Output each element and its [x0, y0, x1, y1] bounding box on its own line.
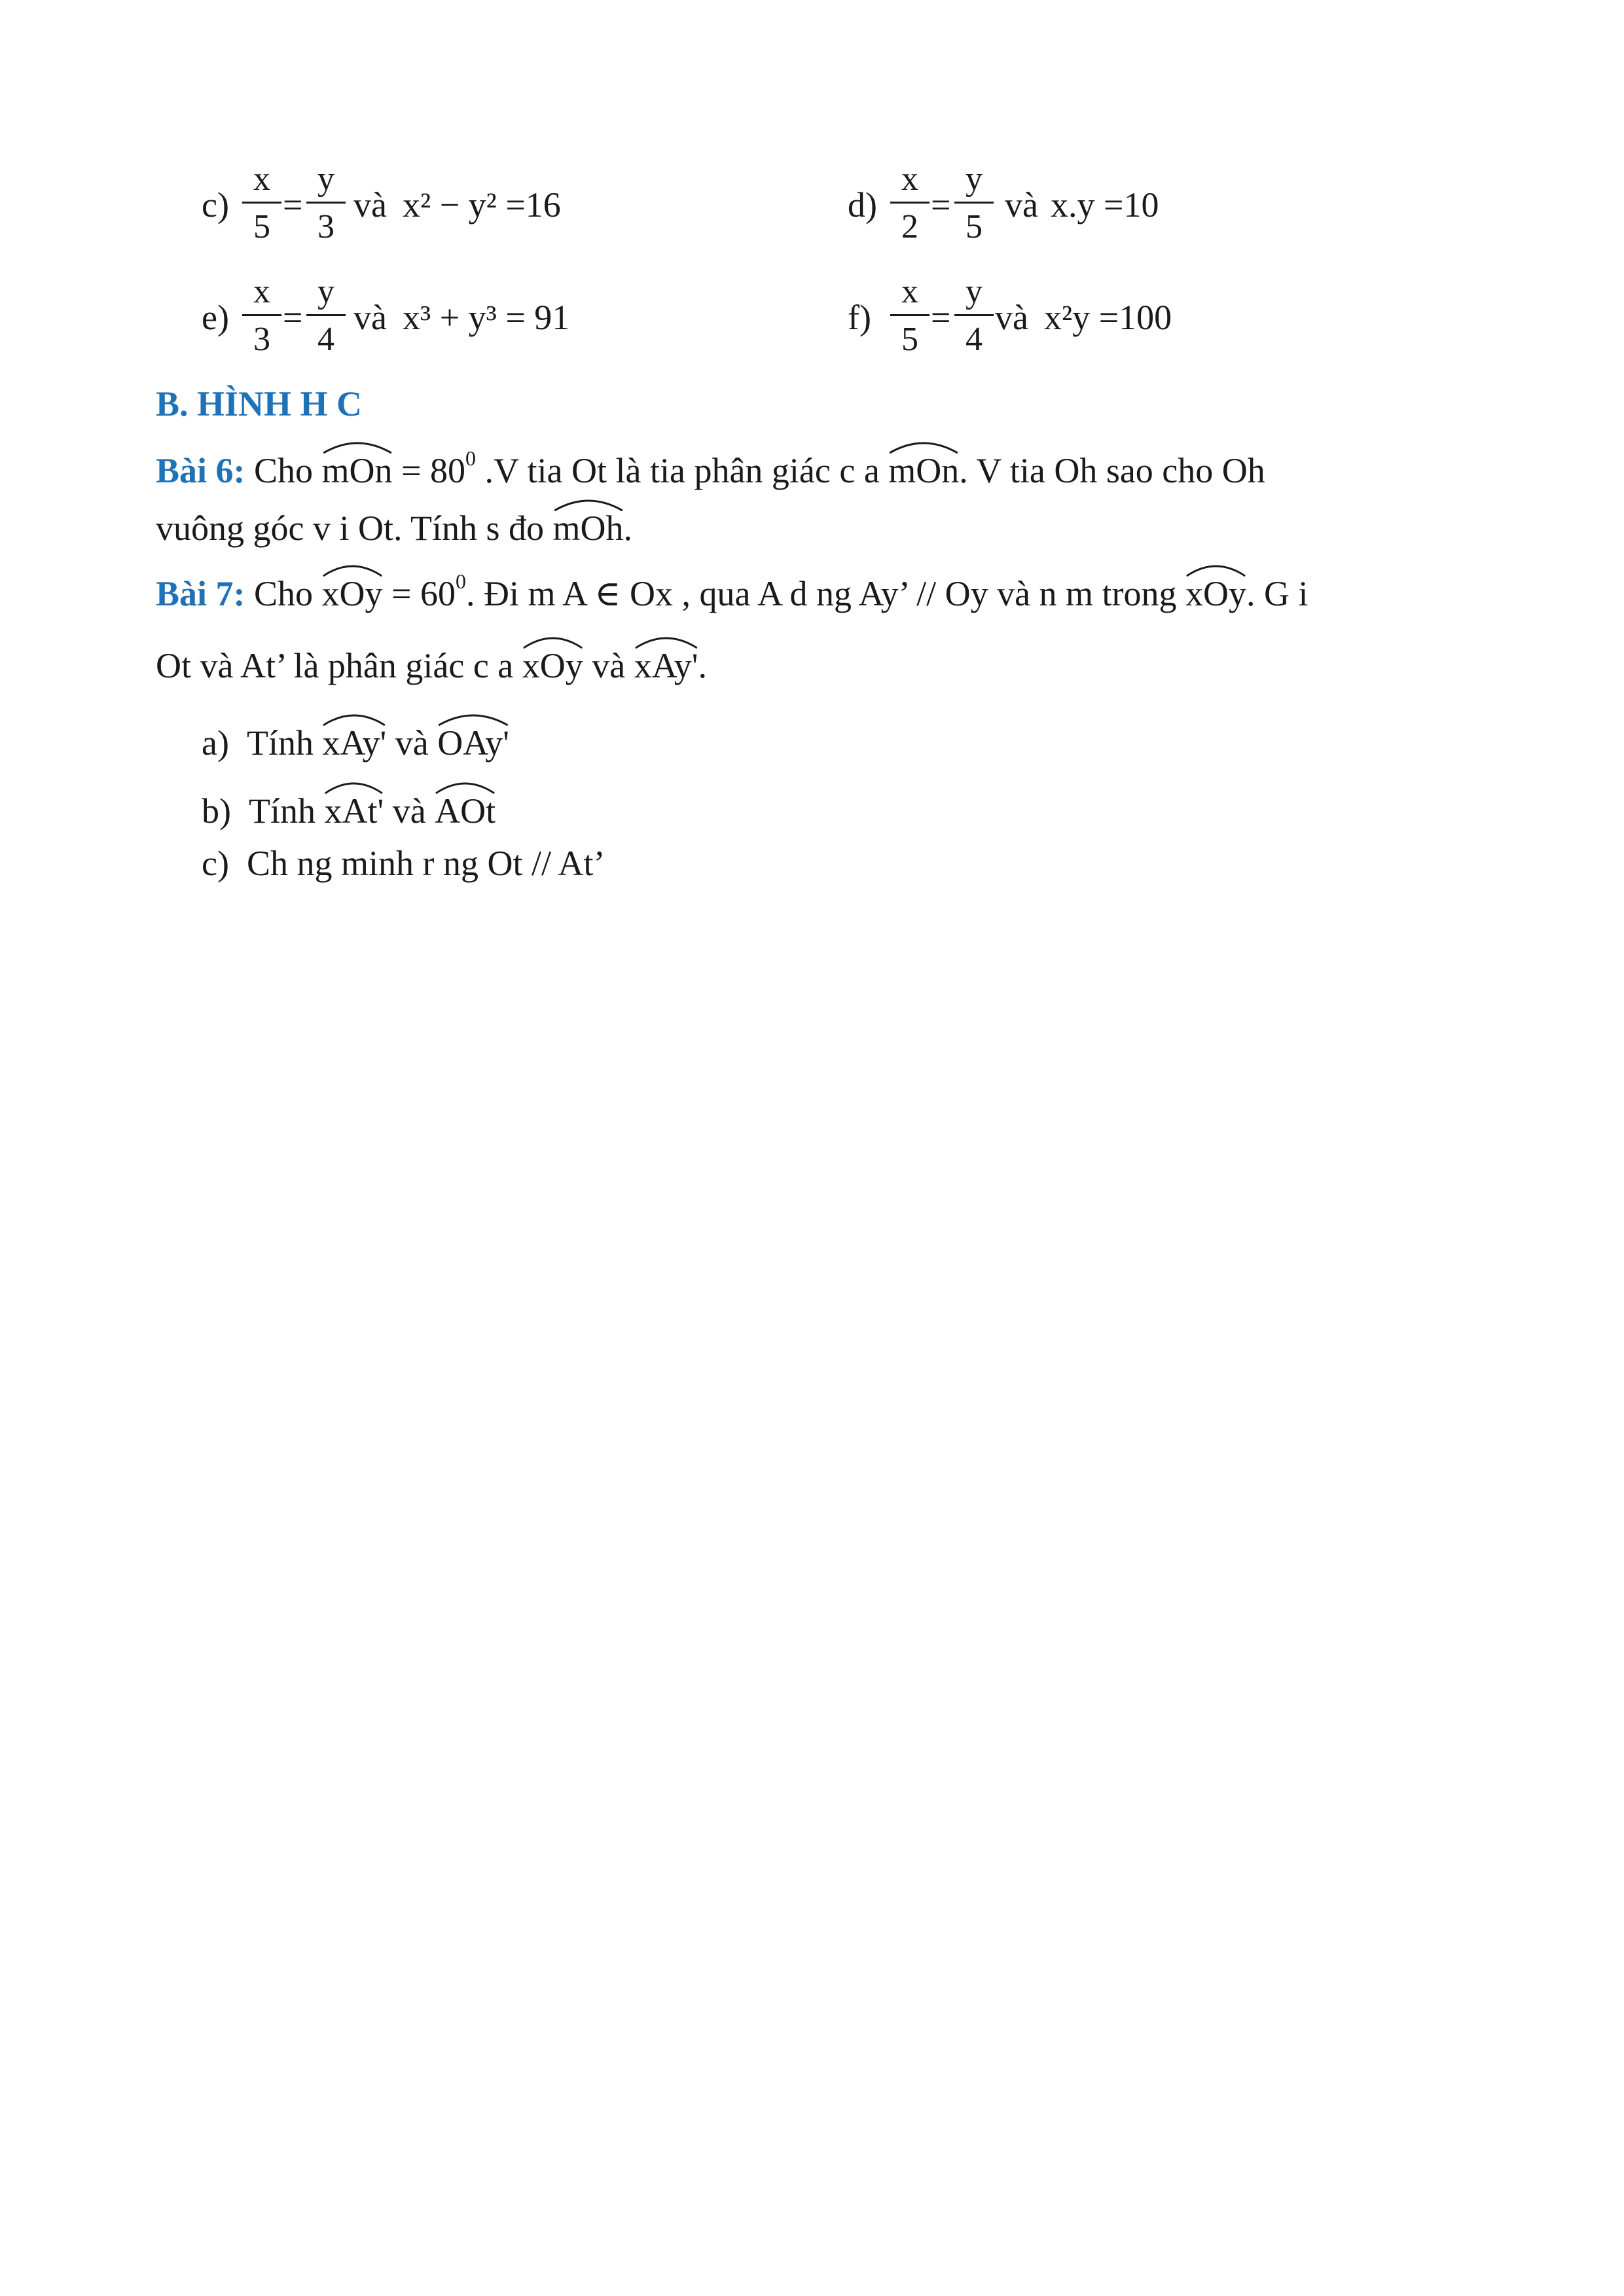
item-label: f): [848, 298, 871, 337]
sub-item-b: b) Tính xAt' và AOt: [202, 793, 496, 829]
angle-symbol: mOn: [322, 453, 393, 488]
fraction: x 5: [890, 275, 929, 357]
item-label: d): [848, 185, 877, 224]
equals-sign: =: [283, 185, 303, 224]
exercise-6-line-2: vuông góc v i Ot. Tính s đo mOh.: [156, 511, 632, 546]
fraction: y 3: [306, 162, 346, 244]
exercise-label: Bài 6:: [156, 451, 245, 490]
angle-symbol: OAy': [437, 725, 509, 761]
item-label: a): [202, 723, 229, 762]
section-title: B. HÌNH H C: [156, 384, 363, 423]
angle-symbol: xAt': [324, 793, 384, 829]
angle-symbol: xOy: [522, 648, 583, 683]
sub-item-a: a) Tính xAy' và OAy': [202, 725, 509, 761]
angle-symbol: xAy': [634, 648, 698, 683]
exercise-label: Bài 7:: [156, 574, 245, 613]
fraction: y 4: [954, 275, 994, 357]
angle-symbol: mOn: [888, 453, 959, 488]
angle-symbol: xOy: [1185, 576, 1246, 611]
item-label: c): [202, 844, 229, 883]
angle-symbol: xAy': [322, 725, 386, 761]
fraction: y 4: [306, 275, 346, 357]
conjunction: và: [995, 298, 1028, 337]
angle-symbol: mOh: [553, 511, 624, 546]
equation-expression: x.y =10: [1051, 185, 1159, 224]
equals-sign: =: [931, 298, 951, 337]
equation-expression: x²y =100: [1044, 298, 1172, 337]
equals-sign: =: [931, 185, 951, 224]
fraction: x 5: [242, 162, 281, 244]
exercise-7-line-2: Ot và At’ là phân giác c a xOy và xAy'.: [156, 648, 707, 683]
equation-expression: x² − y² =16: [403, 185, 561, 224]
degree-mark: 0: [465, 446, 477, 470]
exercise-7-line-1: Bài 7: Cho xOy = $60^0$. Đi m A ∈ Ox , qua A d ng Ay’ // Oy và n m trong xOy. G i: [156, 576, 1308, 611]
conjunction: và: [1005, 185, 1038, 224]
fraction: x 2: [890, 162, 929, 244]
angle-symbol: xOy: [322, 576, 383, 611]
sub-item-c: c) Ch ng minh r ng Ot // At’: [202, 844, 605, 883]
degree-mark: 0: [456, 569, 467, 593]
fraction: y 5: [954, 162, 994, 244]
item-label: b): [202, 791, 231, 831]
angle-symbol: AOt: [435, 793, 496, 829]
equals-sign: =: [283, 298, 303, 337]
item-label: c): [202, 185, 229, 224]
exercise-6-line-1: Bài 6: Cho mOn = $80^0$ .V tia Ot là tia phân giác c a mOn. V tia Oh sao cho Oh: [156, 453, 1265, 488]
conjunction: và: [353, 298, 387, 337]
item-label: e): [202, 298, 229, 337]
fraction: x 3: [242, 275, 281, 357]
equation-expression: x³ + y³ = 91: [403, 298, 570, 337]
conjunction: và: [353, 185, 387, 224]
